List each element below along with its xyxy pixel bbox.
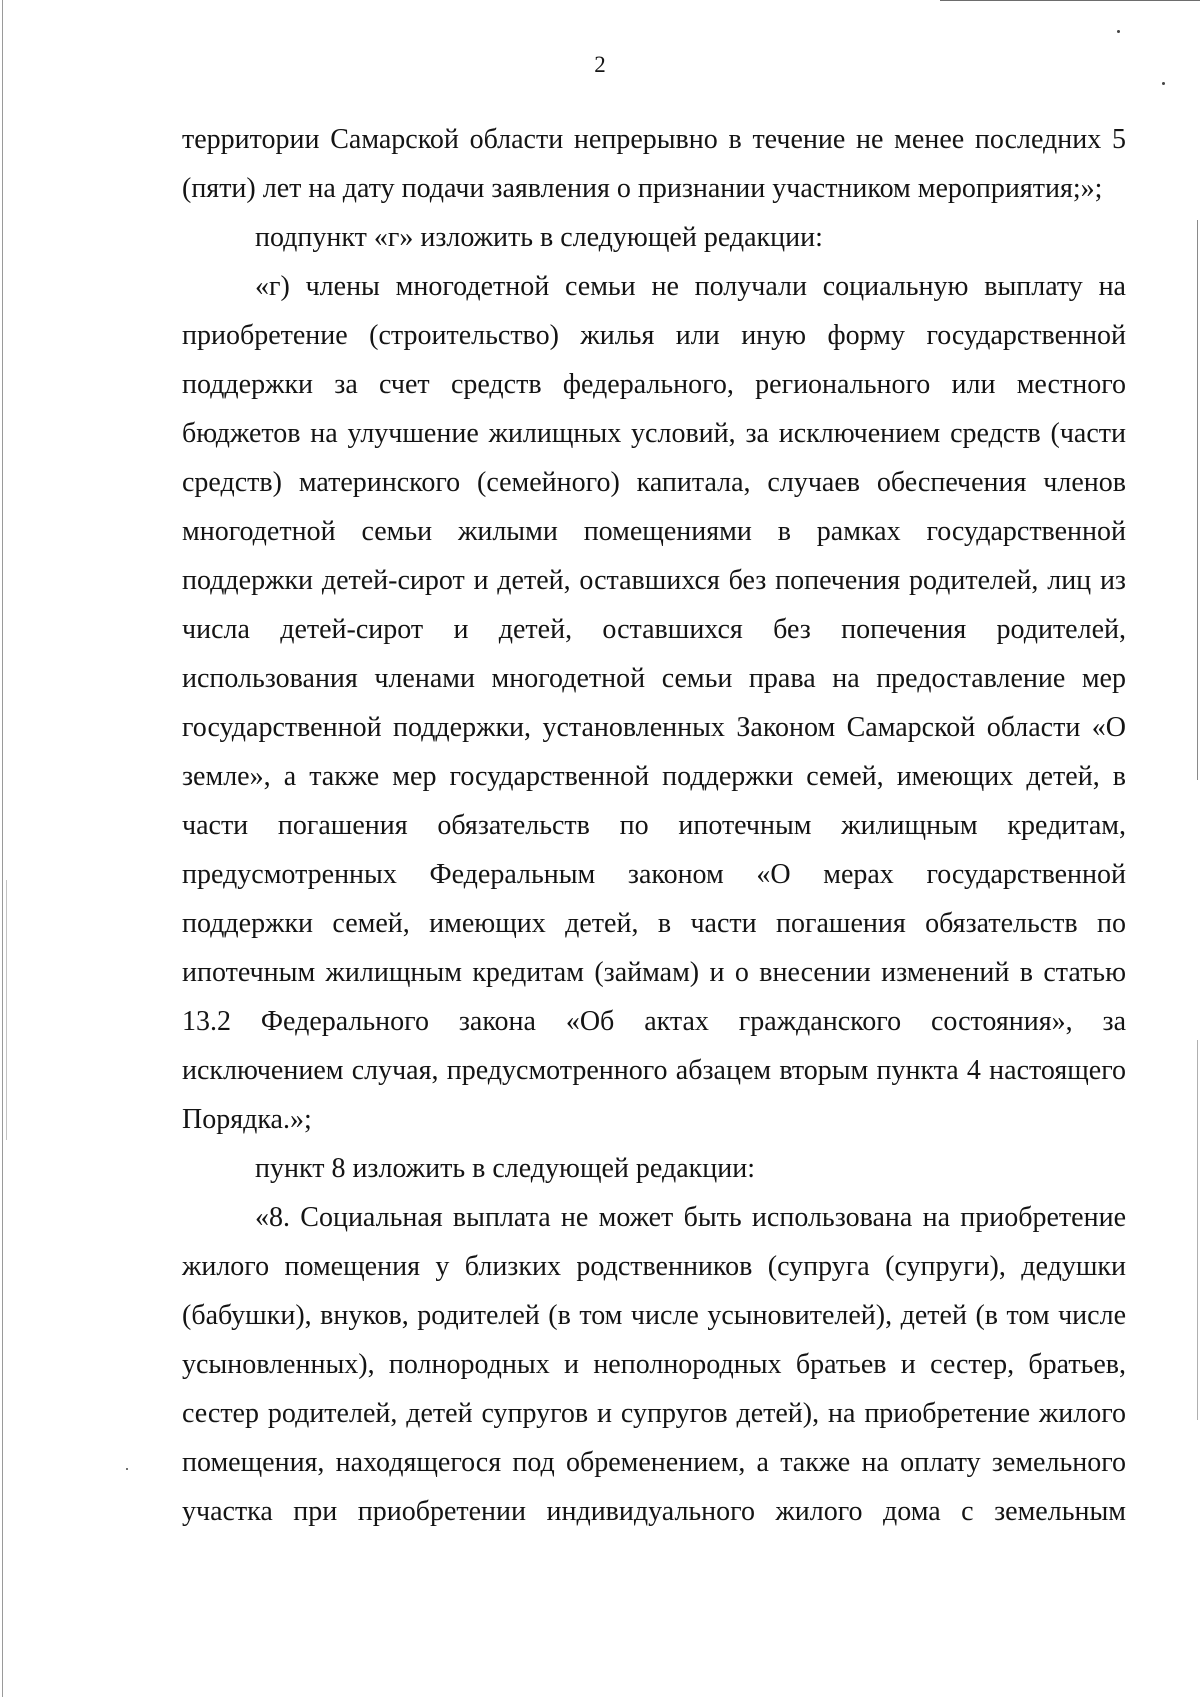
paragraph-instruction-item-8: пункт 8 изложить в следующей редакции:: [255, 1153, 755, 1184]
scan-speck: [1117, 30, 1120, 33]
scan-speck: [126, 1468, 128, 1470]
paragraph-instruction-subitem-g: подпункт «г» изложить в следующей редакции:: [255, 222, 823, 253]
scan-edge-left: [2, 0, 3, 1697]
paragraph-subitem-g-text: «г) члены многодетной семьи не получали социальную выплату на приобретение (строительство) жилья или иную форму государственной поддержки за счет средств федерального, регионального или местного бюджетов на улучшение жилищных условий, за исключением средств (части средств) материнского (семейного) капитала, случаев обеспечения членов многодетной семьи жилыми помещениями в рамках государственной поддержки детей-сирот и детей, оставшихся без попечения родителей, лиц из числа детей-сирот и детей, оставшихся без попечения родителей, использования членами многодетной семьи права на предоставление мер государственной поддержки, установленных Законом Самарской области «О земле», а также мер государственной поддержки семей, имеющих детей, в части погашения обязательств по ипотечным жилищным кредитам, предусмотренных Федеральным законом «О мерах государственной поддержки семей, имеющих детей, в части погашения обязательств по ипотечным жилищным кредитам (займам) и о внесении изменений в статью 13.2 Федерального закона «Об актах гражданского состояния», за исключением случая, предусмотренного абзацем вторым пункта 4 настоящего Порядка.»;: [182, 271, 1126, 1135]
page-number: 2: [594, 52, 606, 77]
paragraph-continuation: территории Самарской области непрерывно в течение не менее последних 5 (пяти) лет на дату подачи заявления о признании участником мероприятия;»;: [182, 124, 1126, 204]
scan-speck: [1162, 82, 1165, 85]
scan-edge-left-secondary: [6, 880, 7, 1140]
document-body: [182, 115, 1126, 1536]
scan-edge-right-secondary: [1197, 1040, 1198, 1420]
scan-edge-right: [1197, 220, 1198, 780]
scan-edge-top: [940, 0, 1200, 1]
paragraph-item-8-text: «8. Социальная выплата не может быть использована на приобретение жилого помещения у близких родственников (супруга (супруги), дедушки (бабушки), внуков, родителей (в том числе усыновителей), детей (в том числе усыновленных), полнородных и неполнородных братьев и сестер, братьев, сестер родителей, детей супругов и супругов детей), на приобретение жилого помещения, находящегося под обременением, а также на оплату земельного участка при приобретении индивидуального жилого дома с земельным: [182, 1202, 1126, 1527]
